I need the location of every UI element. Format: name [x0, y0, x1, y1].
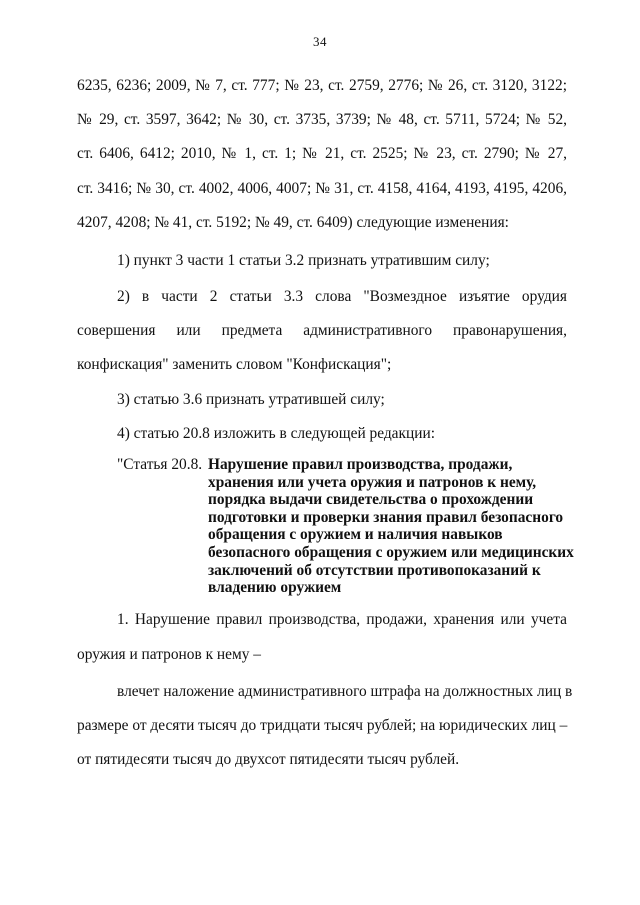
article-title-line: порядка выдачи свидетельства о прохождении: [208, 491, 534, 509]
part-1-line-3: влечет наложение административного штрафа на должностных лиц в: [117, 683, 573, 700]
article-title: [208, 456, 578, 597]
item-1: 1) пункт 3 части 1 статьи 3.2 признать утратившим силу;: [117, 252, 490, 269]
article-title-line: обращения с оружием и наличия навыков: [208, 526, 503, 544]
part-1-line-1: 1. Нарушение правил производства, продажи, хранения или учета: [117, 611, 567, 628]
article-title-line: безопасного обращения с оружием или медицинских: [208, 543, 574, 561]
body-line-3: ст. 6406, 6412; 2010, № 1, ст. 1; № 21, ст. 2525; № 23, ст. 2790; № 27,: [77, 145, 567, 162]
body-line-4: ст. 3416; № 30, ст. 4002, 4006, 4007; № 31, ст. 4158, 4164, 4193, 4195, 4206,: [77, 180, 567, 197]
article-title-line: подготовки и проверки знания правил безопасного: [208, 508, 564, 526]
body-line-1: 6235, 6236; 2009, № 7, ст. 777; № 23, ст. 2759, 2776; № 26, ст. 3120, 3122;: [77, 77, 567, 94]
body-line-5: 4207, 4208; № 41, ст. 5192; № 49, ст. 6409) следующие изменения:: [77, 214, 509, 231]
part-1-line-4: размере от десяти тысяч до тридцати тысяч рублей; на юридических лиц –: [77, 717, 568, 734]
article-title-line: заключений об отсутствии противопоказаний к: [208, 561, 541, 579]
item-3: 3) статью 3.6 признать утратившей силу;: [117, 391, 385, 408]
article-title-line: владению оружием: [208, 579, 342, 597]
article-label: "Статья 20.8.: [117, 456, 203, 473]
page-number: 34: [313, 34, 327, 49]
part-1-line-2: оружия и патронов к нему –: [77, 646, 261, 663]
article-title-line: хранения или учета оружия и патронов к нему,: [208, 473, 537, 491]
item-4: 4) статью 20.8 изложить в следующей редакции:: [117, 425, 435, 442]
body-line-2: № 29, ст. 3597, 3642; № 30, ст. 3735, 3739; № 48, ст. 5711, 5724; № 52,: [77, 111, 567, 128]
item-2-line-2: совершения или предмета административного правонарушения,: [77, 322, 567, 339]
article-title-line: Нарушение правил производства, продажи,: [208, 456, 513, 473]
part-1-line-5: от пятидесяти тысяч до двухсот пятидесяти тысяч рублей.: [77, 751, 460, 768]
item-2-line-1: 2) в части 2 статьи 3.3 слова "Возмездное изъятие орудия: [117, 288, 567, 305]
item-2-line-3: конфискация" заменить словом "Конфискация";: [77, 356, 392, 373]
